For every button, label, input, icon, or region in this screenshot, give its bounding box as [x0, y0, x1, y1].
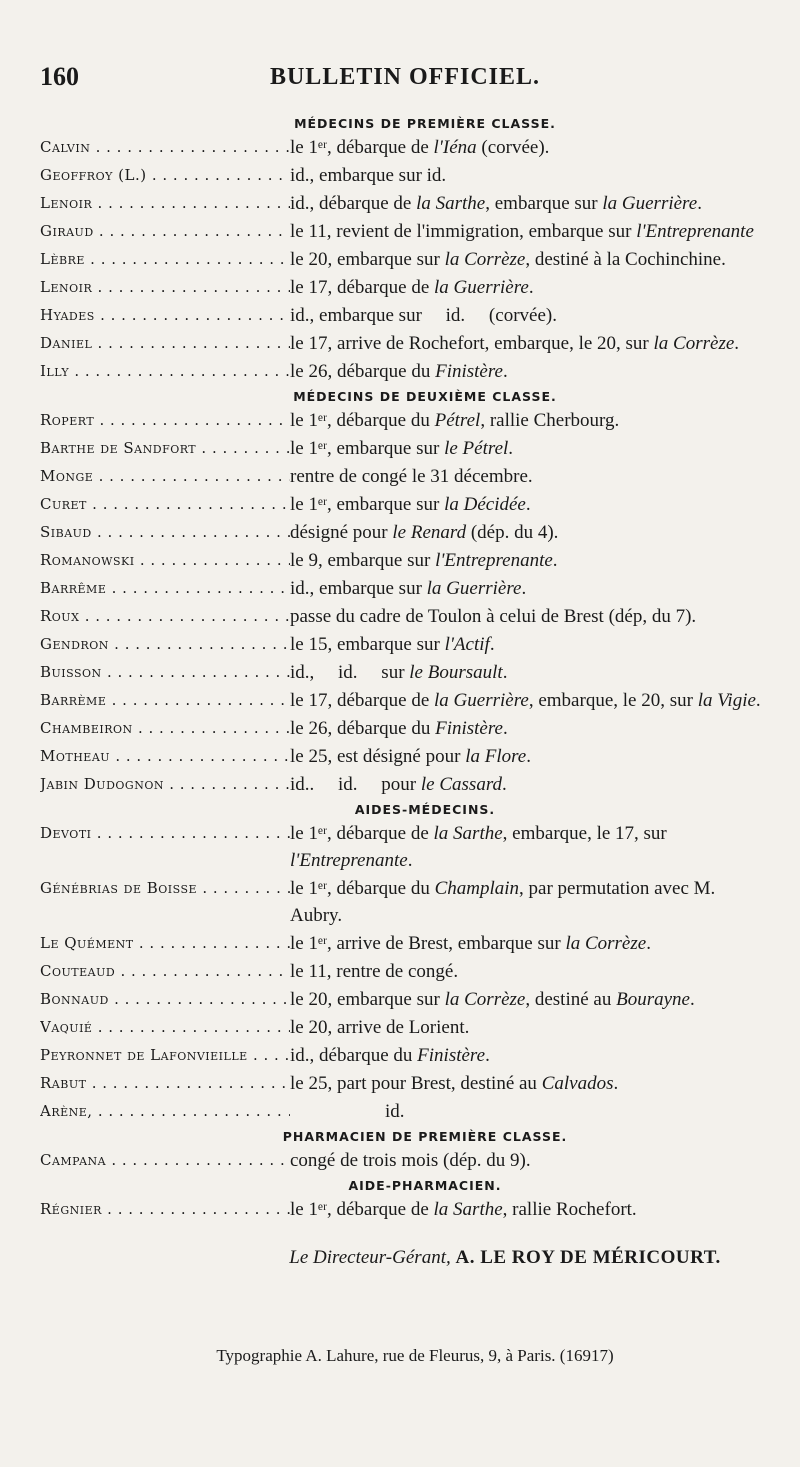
text-run: le 11, rentre de congé.	[290, 961, 459, 982]
text-run: , embarque, le 17, sur	[502, 823, 672, 844]
entry-row	[40, 134, 770, 161]
assignment-text	[290, 547, 770, 574]
entry-row	[40, 687, 770, 714]
officer-name	[40, 771, 290, 798]
ship-name: l'Entreprenante	[435, 550, 553, 571]
assignment-text	[290, 1196, 770, 1223]
text-run: le 20, embarque sur	[290, 989, 445, 1010]
officer-name	[40, 659, 290, 686]
text-run: id.. id. pour	[290, 774, 421, 795]
assignment-text	[290, 134, 770, 161]
officer-name	[40, 1014, 290, 1041]
assignment-text	[290, 1014, 770, 1041]
assignment-text	[290, 687, 770, 714]
officer-name	[40, 1070, 290, 1097]
officer-name	[40, 463, 290, 490]
assignment-text	[290, 218, 770, 245]
entry-row	[40, 958, 770, 985]
officer-name-text: Monge	[40, 467, 94, 485]
entry-row	[40, 631, 770, 658]
ship-name: Finistère	[435, 718, 503, 739]
officer-name	[40, 1147, 290, 1174]
text-run: passe du cadre de Toulon à celui de Brest (dép, du 7).	[290, 606, 697, 627]
text-run: .	[502, 662, 508, 683]
text-run: id., débarque de	[290, 193, 417, 214]
text-run: id., embarque sur id. (corvée).	[290, 305, 557, 326]
text-run: le 20, arrive de Lorient.	[290, 1017, 470, 1038]
text-run: .	[755, 690, 761, 711]
officer-name-text: Calvin	[40, 138, 91, 156]
assignment-text	[290, 875, 770, 929]
ship-name: la Vigie	[697, 690, 756, 711]
entry-row	[40, 407, 770, 434]
officer-name-text: Vaquié	[40, 1018, 93, 1036]
officer-name-text: Gendron	[40, 635, 109, 653]
officer-name	[40, 986, 290, 1013]
entry-row	[40, 547, 770, 574]
officer-name	[40, 407, 290, 434]
entry-row	[40, 930, 770, 957]
officer-name	[40, 190, 290, 217]
text-run: le 26, débarque du	[290, 718, 436, 739]
text-run: .	[407, 850, 413, 871]
ship-name: l'Entreprenante	[636, 221, 754, 242]
assignment-text	[290, 491, 770, 518]
text-run: le 11, revient de l'immigration, embarque sur	[290, 221, 637, 242]
ship-name: Champlain	[434, 878, 520, 899]
officer-name	[40, 715, 290, 742]
officer-name-text: Couteaud	[40, 962, 116, 980]
ship-name: le Cassard	[420, 774, 503, 795]
entry-row	[40, 246, 770, 273]
assignment-text	[290, 986, 770, 1013]
text-run: .	[485, 1045, 490, 1066]
assignment-text	[290, 603, 770, 630]
entry-row	[40, 302, 770, 329]
ship-name: la Guerrière	[426, 578, 522, 599]
assignment-text	[290, 435, 770, 462]
assignment-text	[290, 958, 770, 985]
printer-line: Typographie A. Lahure, rue de Fleurus, 9, à Paris. (16917)	[216, 1346, 614, 1365]
officer-name-text: Giraud	[40, 222, 94, 240]
entry-row	[40, 715, 770, 742]
signature-name: A. LE ROY DE MÉRICOURT.	[455, 1247, 721, 1268]
text-run: , destiné au	[525, 989, 617, 1010]
page-title: BULLETIN OFFICIEL.	[269, 64, 541, 90]
text-run: .	[503, 361, 508, 382]
officer-name-text: Rabut	[40, 1074, 87, 1092]
ship-name: la Sarthe	[416, 193, 486, 214]
text-run: id.	[290, 1101, 405, 1122]
officer-name-text: Daniel	[40, 334, 93, 352]
text-run: .	[613, 1073, 619, 1094]
ship-name: Finistère	[417, 1045, 486, 1066]
text-run: .	[503, 718, 508, 739]
officer-name	[40, 134, 290, 161]
text-run: congé de trois mois (dép. du 9).	[290, 1150, 531, 1171]
text-run: , par permutation avec M. Aubry.	[290, 878, 720, 926]
assignment-text	[290, 771, 770, 798]
officer-name-text: Barrême	[40, 579, 107, 597]
ship-name: Finistère	[435, 361, 503, 382]
document-body	[40, 112, 770, 1269]
assignment-text	[290, 1042, 770, 1069]
text-run: .	[646, 933, 651, 954]
text-run: , rallie Cherbourg.	[480, 410, 620, 431]
officer-name	[40, 1196, 290, 1223]
ship-name: la Guerrière	[434, 690, 529, 711]
ship-name: la Sarthe	[433, 1199, 503, 1220]
entry-row	[40, 1098, 770, 1125]
officer-name-text: Jabin Dudognon	[40, 775, 164, 793]
ship-name: l'Iéna	[433, 137, 477, 158]
officer-name-text: Lèbre	[40, 250, 85, 268]
officer-name-text: Romanowski	[40, 551, 135, 569]
ship-name: la Flore	[465, 746, 527, 767]
assignment-text	[290, 715, 770, 742]
ship-name: la Corrèze	[444, 249, 526, 270]
officer-name-text: Curet	[40, 495, 87, 513]
officer-name-text: Barthe de Sandfort	[40, 439, 197, 457]
text-run: .	[689, 989, 695, 1010]
text-run: , embarque, le 20, sur	[528, 690, 698, 711]
entry-row	[40, 162, 770, 189]
officer-name-text: Lenoir	[40, 278, 93, 296]
text-run: (dép. du 4).	[466, 522, 559, 543]
text-run: .	[502, 774, 507, 795]
officer-name	[40, 875, 290, 929]
assignment-text	[290, 1070, 770, 1097]
ship-name: la Corrèze	[653, 333, 735, 354]
text-run: (corvée).	[476, 137, 550, 158]
assignment-text	[290, 820, 770, 874]
text-run: id., débarque du	[290, 1045, 418, 1066]
entry-row	[40, 330, 770, 357]
entry-row	[40, 771, 770, 798]
entry-row	[40, 986, 770, 1013]
officer-name-text: Génébrias de Boisse	[40, 879, 198, 897]
text-run: le 1ᵉʳ, embarque sur	[290, 438, 445, 459]
officer-name-text: Bonnaud	[40, 990, 109, 1008]
entry-row	[40, 1147, 770, 1174]
text-run: le 25, est désigné pour	[290, 746, 466, 767]
assignment-text	[290, 1147, 770, 1174]
entry-row	[40, 1042, 770, 1069]
ship-name: la Décidée	[444, 494, 526, 515]
text-run: .	[521, 578, 527, 599]
text-run: rentre de congé le 31 décembre.	[290, 466, 533, 487]
ship-name: la Sarthe	[433, 823, 503, 844]
entry-row	[40, 575, 770, 602]
officer-name-text: Roux	[40, 607, 80, 625]
text-run: .	[734, 333, 740, 354]
assignment-text	[290, 930, 770, 957]
ship-name: le Renard	[392, 522, 467, 543]
text-run: id., embarque sur	[290, 578, 427, 599]
signature-title: Le Directeur-Gérant,	[289, 1247, 451, 1268]
text-run: le 1ᵉʳ, débarque de	[290, 1199, 434, 1220]
officer-name-text: Barrème	[40, 691, 107, 709]
ship-name: Pétrel	[434, 410, 481, 431]
text-run: le 1ᵉʳ, débarque de	[290, 823, 434, 844]
entry-row	[40, 190, 770, 217]
officer-name	[40, 358, 290, 385]
text-run: .	[528, 277, 534, 298]
assignment-text	[290, 274, 770, 301]
text-run: le 1ᵉʳ, débarque du	[290, 878, 435, 899]
text-run: le 9, embarque sur	[290, 550, 436, 571]
text-run: le 17, débarque de	[290, 690, 435, 711]
officer-name	[40, 603, 290, 630]
assignment-text	[290, 330, 770, 357]
entry-row	[40, 358, 770, 385]
text-run: le 17, arrive de Rochefort, embarque, le 20, sur	[290, 333, 654, 354]
entry-row	[40, 659, 770, 686]
text-run: le 25, part pour Brest, destiné au	[290, 1073, 542, 1094]
ship-name: le Boursault	[409, 662, 503, 683]
text-run: , embarque sur	[485, 193, 603, 214]
text-run: .	[697, 193, 702, 214]
assignment-text	[290, 519, 770, 546]
entry-row	[40, 218, 770, 245]
text-run: , destiné à la Cochinchine.	[525, 249, 726, 270]
text-run: , rallie Rochefort.	[502, 1199, 637, 1220]
assignment-text	[290, 190, 770, 217]
assignment-text	[290, 162, 770, 189]
officer-name	[40, 930, 290, 957]
ship-name: Calvados	[541, 1073, 614, 1094]
ship-name: la Corrèze	[444, 989, 526, 1010]
ship-name: Bourayne	[616, 989, 690, 1010]
officer-name	[40, 491, 290, 518]
ship-name: le Pétrel	[444, 438, 509, 459]
section-heading: PHARMACIEN DE PREMIÈRE CLASSE.	[282, 1129, 568, 1144]
entry-row	[40, 519, 770, 546]
officer-name	[40, 218, 290, 245]
officer-name-text: Régnier	[40, 1200, 102, 1218]
ship-name: la Guerrière	[434, 277, 529, 298]
officer-name-text: Hyades	[40, 306, 95, 324]
assignment-text	[290, 743, 770, 770]
text-run: .	[552, 550, 558, 571]
officer-name-text: Illy	[40, 362, 70, 380]
officer-name-text: Motheau	[40, 747, 111, 765]
officer-name	[40, 631, 290, 658]
officer-name-text: Arène,	[40, 1102, 93, 1120]
entry-row	[40, 463, 770, 490]
text-run: le 1ᵉʳ, embarque sur	[290, 494, 445, 515]
signature	[40, 1247, 770, 1269]
entry-row	[40, 1014, 770, 1041]
section-heading: AIDE-PHARMACIEN.	[348, 1178, 502, 1193]
officer-name-text: Le Quément	[40, 934, 134, 952]
text-run: le 1ᵉʳ, débarque de	[290, 137, 434, 158]
entry-row	[40, 491, 770, 518]
entry-row	[40, 274, 770, 301]
officer-name	[40, 302, 290, 329]
section-heading: MÉDECINS DE DEUXIÈME CLASSE.	[293, 389, 557, 404]
officer-name-text: Chambeiron	[40, 719, 133, 737]
assignment-text	[290, 575, 770, 602]
officer-name-text: Sibaud	[40, 523, 92, 541]
officer-name	[40, 687, 290, 714]
text-run: le 17, débarque de	[290, 277, 435, 298]
text-run: .	[525, 494, 531, 515]
assignment-text	[290, 358, 770, 385]
text-run: .	[526, 746, 531, 767]
officer-name	[40, 575, 290, 602]
text-run: le 26, débarque du	[290, 361, 436, 382]
ship-name: l'Actif	[444, 634, 490, 655]
officer-name-text: Campana	[40, 1151, 107, 1169]
officer-name	[40, 820, 290, 874]
officer-name	[40, 246, 290, 273]
text-run: le 1ᵉʳ, arrive de Brest, embarque sur	[290, 933, 566, 954]
ship-name: la Guerrière	[602, 193, 698, 214]
entry-row	[40, 820, 770, 874]
entry-row	[40, 875, 770, 929]
officer-name	[40, 330, 290, 357]
officer-name	[40, 274, 290, 301]
ship-name: l'Entreprenante	[290, 850, 408, 871]
officer-name-text: Devoti	[40, 824, 92, 842]
text-run: id., id. sur	[290, 662, 410, 683]
entry-row	[40, 1196, 770, 1223]
text-run: le 1ᵉʳ, débarque du	[290, 410, 435, 431]
officer-name-text: Ropert	[40, 411, 95, 429]
entry-row	[40, 603, 770, 630]
text-run: le 20, embarque sur	[290, 249, 445, 270]
ship-name: la Corrèze	[565, 933, 647, 954]
officer-name	[40, 435, 290, 462]
assignment-text	[290, 659, 770, 686]
page-header	[40, 62, 770, 102]
officer-name	[40, 743, 290, 770]
officer-name-text: Lenoir	[40, 194, 93, 212]
entry-row	[40, 435, 770, 462]
officer-name	[40, 162, 290, 189]
text-run: désigné pour	[290, 522, 393, 543]
officer-name	[40, 1098, 290, 1125]
officer-name-text: Buisson	[40, 663, 102, 681]
assignment-text	[290, 246, 770, 273]
assignment-text	[290, 407, 770, 434]
officer-name	[40, 958, 290, 985]
section-heading: AIDES-MÉDECINS.	[354, 802, 496, 817]
text-run: id., embarque sur id.	[290, 165, 447, 186]
officer-name-text: Peyronnet de Lafonvieille	[40, 1046, 248, 1064]
officer-name-text: Geoffroy (L.)	[40, 166, 147, 184]
assignment-text	[290, 1098, 770, 1125]
assignment-text	[290, 463, 770, 490]
assignment-text	[290, 631, 770, 658]
assignment-text	[290, 302, 770, 329]
section-heading: MÉDECINS DE PREMIÈRE CLASSE.	[294, 116, 556, 131]
page-number: 160	[40, 62, 79, 91]
text-run: .	[508, 438, 514, 459]
text-run: le 15, embarque sur	[290, 634, 445, 655]
officer-name	[40, 519, 290, 546]
text-run: .	[489, 634, 495, 655]
entry-row	[40, 1070, 770, 1097]
entry-row	[40, 743, 770, 770]
officer-name	[40, 1042, 290, 1069]
officer-name	[40, 547, 290, 574]
